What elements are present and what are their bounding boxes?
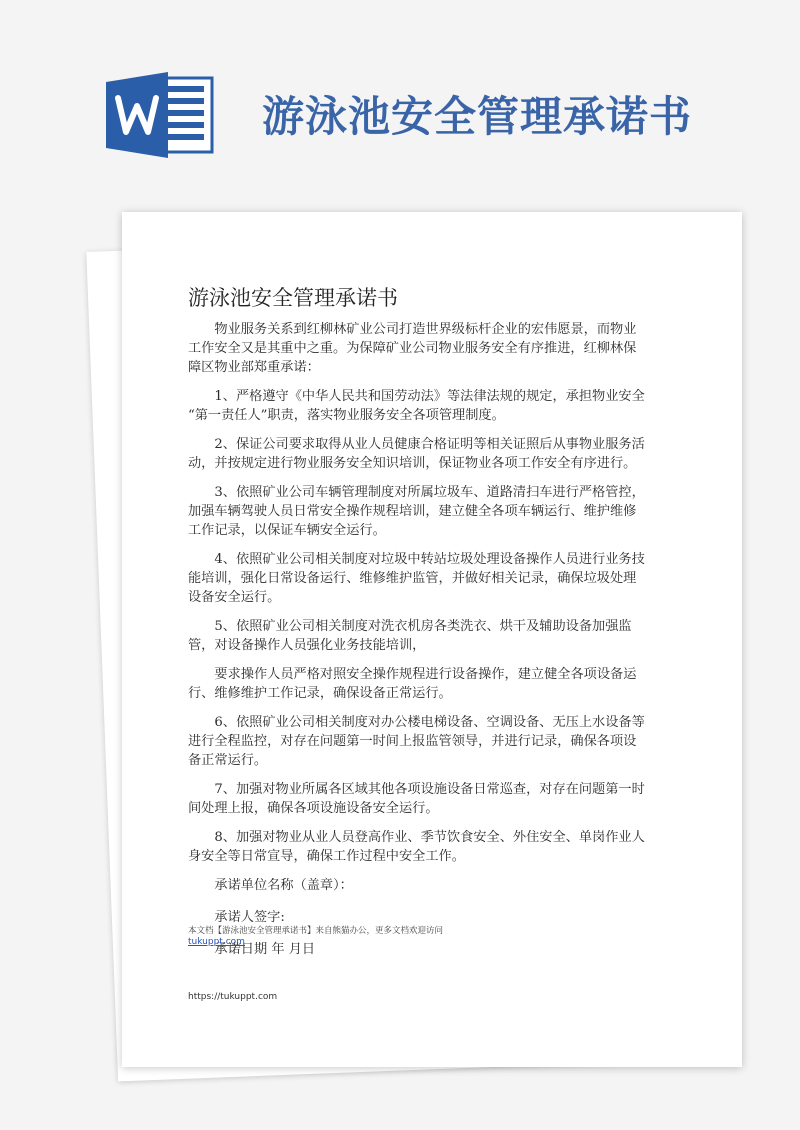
text-line: 设备安全运行。 [188, 590, 281, 605]
paragraph-item-2 [188, 435, 668, 473]
text-line: 6、依照矿业公司相关制度对办公楼电梯设备、空调设备、无压上水设备等 [214, 715, 645, 730]
signature-date: 承诺日期 年 月日 [214, 942, 316, 957]
text-line: 行、维修维护工作记录，确保设备正常运行。 [188, 686, 452, 701]
text-line: 1、严格遵守《中华人民共和国劳动法》等法律法规的规定，承担物业安全 [214, 389, 645, 404]
text-line: 间处理上报，确保各项设施设备安全运行。 [188, 801, 439, 816]
text-line: 工作记录，以保证车辆安全运行。 [188, 523, 386, 538]
text-line: “第一责任人”职责，落实物业服务安全各项管理制度。 [188, 408, 505, 423]
text-line: 备正常运行。 [188, 753, 268, 768]
footer-url[interactable]: https://tukuppt.com [188, 992, 278, 1002]
text-line: 进行全程监控，对存在问题第一时间上报监管领导，并进行记录，确保各项设 [188, 734, 637, 749]
text-line: 3、依照矿业公司车辆管理制度对所属垃圾车、道路清扫车进行严格管控， [214, 485, 645, 500]
text-line: 4、依照矿业公司相关制度对垃圾中转站垃圾处理设备操作人员进行业务技 [214, 552, 645, 567]
word-document-icon [106, 72, 214, 158]
document-body [188, 320, 668, 972]
text-line: 物业服务关系到红柳林矿业公司打造世界级标杆企业的宏伟愿景，而物业 [214, 322, 637, 337]
document-page [122, 212, 742, 1067]
paragraph-item-5 [188, 617, 668, 655]
paragraph-item-6 [188, 713, 668, 770]
paragraph-item-4 [188, 550, 668, 607]
document-title: 游泳池安全管理承诺书 [188, 286, 398, 310]
text-line: 身安全等日常宣导，确保工作过程中安全工作。 [188, 849, 465, 864]
paragraph-item-3 [188, 483, 668, 540]
text-line: 要求操作人员严格对照安全操作规程进行设备操作，建立健全各项设备运 [214, 667, 637, 682]
text-line: 管，对设备操作人员强化业务技能培训， [188, 638, 426, 653]
paragraph-item-8 [188, 828, 668, 866]
footer-note: 本文档【游泳池安全管理承诺书】来自熊猫办公，更多文档欢迎访问 [188, 926, 444, 936]
text-line: 障区物业部郑重承诺： [188, 360, 320, 375]
text-line: 能培训，强化日常设备运行、维修维护监管，并做好相关记录，确保垃圾处理 [188, 571, 637, 586]
text-line: 5、依照矿业公司相关制度对洗衣机房各类洗衣、烘干及辅助设备加强监 [214, 619, 632, 634]
text-line: 7、加强对物业所属各区域其他各项设施设备日常巡查，对存在问题第一时 [214, 782, 645, 797]
text-line: 动，并按规定进行物业服务安全知识培训，保证物业各项工作安全有序进行。 [188, 456, 637, 471]
signature-unit: 承诺单位名称（盖章）： [214, 878, 353, 893]
page-title: 游泳池安全管理承诺书 [262, 92, 693, 141]
text-line: 8、加强对物业从业人员登高作业、季节饮食安全、外住安全、单岗作业人 [214, 830, 645, 845]
paragraph-item-1 [188, 387, 668, 425]
paragraph-item-5-continued [188, 665, 668, 703]
text-line: 2、保证公司要求取得从业人员健康合格证明等相关证照后从事物业服务活 [214, 437, 645, 452]
text-line: 工作安全又是其重中之重。为保障矿业公司物业服务安全有序推进，红柳林保 [188, 341, 637, 356]
text-line: 加强车辆驾驶人员日常安全操作规程培训，建立健全各项车辆运行、维护维修 [188, 504, 637, 519]
paragraph-item-7 [188, 780, 668, 818]
paragraph-intro [188, 320, 668, 377]
footer-link[interactable]: tukuppt.com [188, 937, 245, 947]
signature-person: 承诺人签字: [214, 910, 285, 925]
